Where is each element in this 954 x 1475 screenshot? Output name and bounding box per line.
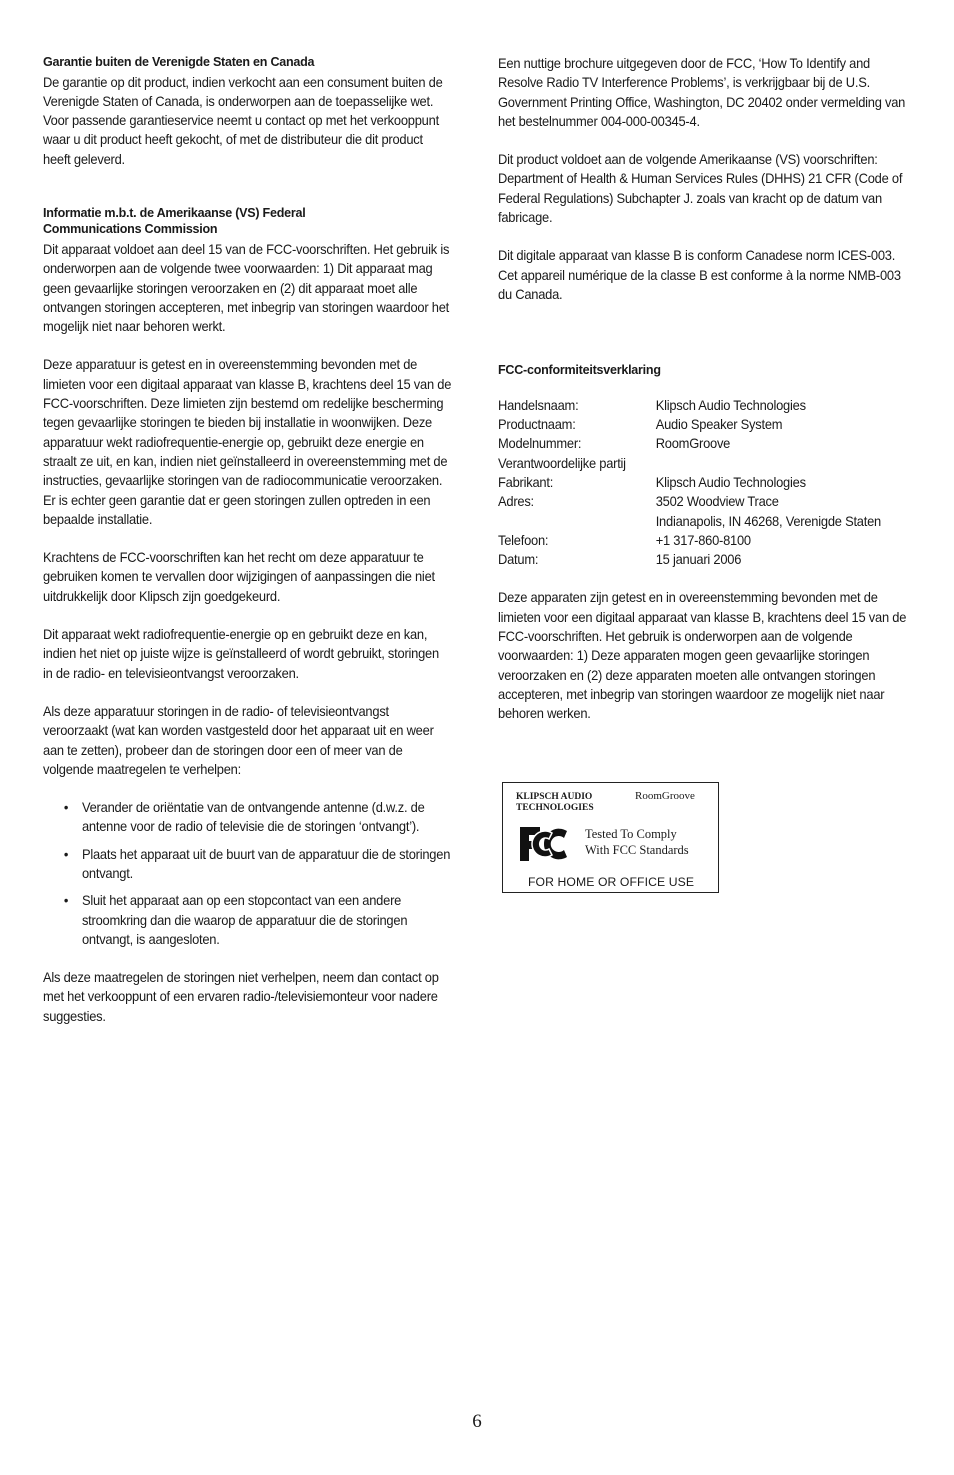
fcc-declaration-table bbox=[498, 396, 881, 570]
table-row bbox=[498, 531, 881, 550]
row-key: Modelnummer: bbox=[498, 436, 582, 452]
list-item bbox=[63, 891, 452, 949]
row-key: Adres: bbox=[498, 494, 534, 510]
row-key: Productnaam: bbox=[498, 417, 576, 433]
list-item-text: Plaats het apparaat uit de buurt van de apparatuur die de storingen ontvangt. bbox=[81, 846, 451, 881]
table-row bbox=[498, 396, 881, 415]
table-row bbox=[498, 492, 881, 511]
row-value: 15 januari 2006 bbox=[655, 552, 742, 568]
brochure-paragraph: Een nuttige brochure uitgegeven door de FCC, ‘How To Identify and Resolve Radio TV Interference Problems’, is verkrijgbaar bij de U.S. Government Printing Office, Washington, DC 20402 onder vermelding van het bestelnummer 004-000-00345-4. bbox=[498, 56, 906, 129]
table-row bbox=[498, 415, 881, 434]
fcc-paragraph-6: Als deze maatregelen de storingen niet verhelpen, neem dan contact op met het verkooppunt of een ervaren radio-/televisiemonteur voor nadere suggesties. bbox=[43, 970, 439, 1024]
bullet-icon: • bbox=[63, 846, 69, 862]
list-item bbox=[63, 798, 452, 837]
row-value bbox=[656, 454, 881, 473]
table-row bbox=[498, 512, 881, 531]
label-model: RoomGroove bbox=[635, 790, 695, 802]
fcc-paragraph-2: Deze apparatuur is getest en in overeenstemming bevonden met de limieten voor een digitaal apparaat van klasse B, krachtens deel 15 van de FCC-voorschriften. Deze limieten zijn bestemd om redelijke bescherming tegen gevaarlijke storingen te bieden bij installatie in woonwijken. Deze apparatuur wekt radiofrequentie-energie op, gebruikt deze energie en straalt ze uit, en kan, indien niet geïnstalleerd in overeenstemming met de instructies, gevaarlijke storingen van de radiocommunicatie veroorzaken. Er is echter geen garantie dat er geen storingen zullen optreden in een bepaalde installatie. bbox=[43, 357, 452, 527]
fcc-info-heading-line2: Communications Commission bbox=[43, 221, 218, 237]
list-item-text: Sluit het apparaat aan op een stopcontact van een andere stroomkring dan die waarop de apparatuur die de storingen ontvangt, is aangesloten. bbox=[81, 893, 408, 947]
label-footer: FOR HOME OR OFFICE USE bbox=[528, 875, 695, 889]
row-key: Verantwoordelijke partij bbox=[498, 455, 626, 471]
row-value: Klipsch Audio Technologies bbox=[655, 397, 806, 413]
left-column bbox=[43, 54, 452, 1026]
table-row bbox=[498, 454, 881, 473]
warranty-text: De garantie op dit product, indien verkocht aan een consument buiten de Verenigde Staten of Canada, is onderworpen aan de toepasselijke wet. Voor passende garantieservice neemt u contact op met het verkooppunt waar u dit product heeft gekocht, of met de distributeur die dit product heeft geleverd. bbox=[43, 74, 443, 167]
row-key: Handelsnaam: bbox=[498, 397, 579, 413]
row-value: Audio Speaker System bbox=[655, 417, 783, 433]
right-column bbox=[498, 54, 911, 724]
table-row bbox=[498, 473, 881, 492]
row-key: Telefoon: bbox=[498, 532, 549, 548]
row-value: Indianapolis, IN 46268, Verenigde Staten bbox=[655, 513, 881, 529]
fcc-info-heading-line1: Informatie m.b.t. de Amerikaanse (VS) Federal bbox=[43, 204, 306, 220]
remedy-list bbox=[43, 798, 452, 949]
label-tested-text: Tested To Comply With FCC Standards bbox=[585, 827, 689, 857]
table-row bbox=[498, 550, 881, 569]
table-row bbox=[498, 434, 881, 453]
fcc-info-heading bbox=[43, 205, 452, 238]
canada-paragraph: Dit digitale apparaat van klasse B is conform Canadese norm ICES-003. Cet appareil numérique de la classe B est conforme à la norme NMB-003 du Canada. bbox=[498, 248, 901, 302]
dhhs-paragraph: Dit product voldoet aan de volgende Amerikaanse (VS) voorschriften: Department of Health & Human Services Rules (DHHS) 21 CFR (Code of Federal Regulations) Subchapter J. zoals van kracht op de datum van fabricage. bbox=[498, 152, 903, 226]
row-key: Fabrikant: bbox=[498, 474, 554, 490]
list-item-text: Verander de oriëntatie van de ontvangende antenne (d.w.z. de antenne voor de radio of televisie die de storingen ‘ontvangt’). bbox=[81, 800, 425, 835]
list-item bbox=[63, 845, 452, 884]
row-value: RoomGroove bbox=[655, 436, 731, 452]
bullet-icon: • bbox=[63, 893, 69, 909]
fcc-declaration-heading: FCC-conformiteitsverklaring bbox=[498, 362, 661, 378]
row-key: Datum: bbox=[498, 552, 539, 568]
fcc-logo-icon bbox=[517, 824, 569, 864]
bullet-icon: • bbox=[63, 800, 69, 816]
fcc-paragraph-4: Dit apparaat wekt radiofrequentie-energie op en gebruikt deze en kan, indien het niet op juiste wijze is geïnstalleerd of wordt gebruikt, storingen in de radio- en televisieontvangst veroorzaken. bbox=[43, 627, 439, 681]
warranty-heading: Garantie buiten de Verenigde Staten en Canada bbox=[43, 54, 315, 69]
fcc-paragraph-5: Als deze apparatuur storingen in de radio- of televisieontvangst veroorzaakt (wat kan worden vastgesteld door het apparaat uit en weer aan te zetten), probeer dan de storingen door een of meer van de volgende maatregelen te verhelpen: bbox=[43, 703, 434, 777]
fcc-paragraph-1: Dit apparaat voldoet aan deel 15 van de FCC-voorschriften. Het gebruik is onderworpen aan de volgende twee voorwaarden: 1) Dit apparaat mag geen gevaarlijke storingen veroorzaken en (2) dit apparaat moet alle ontvangen storingen accepteren, met inbegrip van storingen waardoor het mogelijk niet naar behoren werkt. bbox=[43, 241, 450, 335]
page-number: 6 bbox=[472, 1411, 482, 1432]
fcc-paragraph-3: Krachtens de FCC-voorschriften kan het recht om deze apparatuur te gebruiken komen te vervallen door wijzigingen of aanpassingen die niet uitdrukkelijk door Klipsch zijn goedgekeurd. bbox=[43, 550, 435, 604]
row-key bbox=[498, 512, 656, 531]
row-value: Klipsch Audio Technologies bbox=[655, 474, 806, 490]
row-value: +1 317-860-8100 bbox=[655, 532, 751, 548]
row-value: 3502 Woodview Trace bbox=[655, 494, 779, 510]
fcc-compliance-label bbox=[502, 782, 719, 893]
compliance-paragraph: Deze apparaten zijn getest en in overeenstemming bevonden met de limieten voor een digitaal apparaat van klasse B, krachtens deel 15 van de FCC-voorschriften. Het gebruik is onderworpen aan de volgende voorwaarden: 1) Deze apparaten mogen geen gevaarlijke storingen veroorzaken en (2) deze apparaten moeten alle ontvangen storingen accepteren, met inbegrip van storingen waardoor ze mogelijk niet naar behoren werken. bbox=[498, 590, 907, 722]
label-company: KLIPSCH AUDIO TECHNOLOGIES bbox=[516, 792, 594, 813]
